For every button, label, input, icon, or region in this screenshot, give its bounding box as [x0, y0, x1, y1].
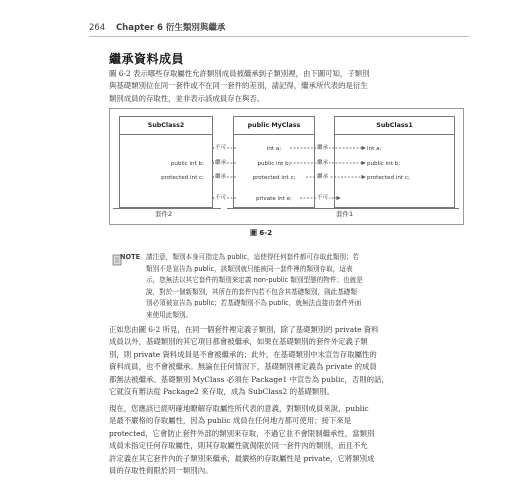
- intro-paragraph: [109, 68, 370, 105]
- box-item: protected int c;: [161, 175, 204, 181]
- paragraph-line: 許定義在其它套件內的子類別來繼承，最嚴格的存取屬性是 private，它將類別成: [109, 453, 375, 463]
- box-item: int a;: [367, 146, 382, 152]
- paragraph-line: 圖 6-2 表示哪些存取屬性允許類別成員被繼承到子類別裡，由下圖可知，子類別: [109, 69, 370, 78]
- note-line: 來使用此類別。: [146, 310, 193, 319]
- box-item: int a;: [266, 146, 282, 152]
- paragraph-line: protected，它會防止套件外部的類別來存取，不過它並不會限制繼承性，當類別: [109, 428, 375, 438]
- note-line: 示，您無法以其它套件的類別來定義 non-public 類別型態的物件；也就是: [146, 276, 363, 285]
- body-paragraph-2: [109, 403, 374, 477]
- paragraph-line: 都無法被繼承。基礎類別 MyClass 必須在 Package1 中宣告為 public，否則的話，: [109, 374, 389, 384]
- box-title: SubClass2: [120, 117, 212, 135]
- arrows-layer: [110, 109, 463, 224]
- paragraph-line: 資料成員，也不會被繼承。無論在任何情況下，基礎類別裡定義為 private 的成員: [109, 362, 377, 372]
- box-item: protected int c;: [367, 175, 410, 181]
- paragraph-line: 它就沒有辦法從 Package2 來存取，成為 SubClass2 的基礎類別。: [109, 387, 334, 397]
- paragraph-line: 現在，您應該已經明確地瞭解存取屬性所代表的意義，對類別成員來說，public: [109, 404, 369, 413]
- box-title: SubClass1: [335, 117, 454, 135]
- note-line: 類別不是宣告為 public，該類別就只能被同一套件裡的類別存取，這表: [146, 264, 353, 273]
- arrow-label: 繼承: [317, 174, 329, 180]
- arrow-label: 不可: [215, 195, 227, 201]
- note-block: [146, 252, 481, 322]
- arrow-label: 不可: [215, 145, 227, 151]
- header-rule: [89, 36, 469, 37]
- arrow-label: 繼承: [215, 160, 227, 166]
- paragraph-line: 員的存取性侷限於同一類別內。: [109, 466, 213, 476]
- package1-label: 套件1: [336, 210, 354, 218]
- box-item: public int b;: [367, 161, 401, 167]
- box-item: private int e;: [256, 196, 292, 202]
- paragraph-line: 類別成員的存取性，並非表示該成員存在與否。: [109, 93, 265, 103]
- paragraph-line: 是最不嚴格的存取屬性，因為 public 成員在任何地方都可使用；接下來是: [109, 416, 352, 426]
- paragraph-line: 正如您由圖 6-2 所見，在同一個套件裡定義子類別，除了基礎類別的 private 資料: [109, 325, 379, 334]
- note-line: 說，對於一個新類別，其所在的套件內若不包含其基礎類別，則此基礎類: [146, 287, 357, 296]
- page-header: [89, 21, 225, 33]
- note-line: 別必須被宣告為 public；若基礎類別不為 public，就無法直接由套件外面: [146, 299, 362, 308]
- arrow-label: 繼承: [317, 160, 329, 166]
- box-title: public MyClass: [234, 117, 314, 135]
- note-label: NOTE: [120, 253, 141, 261]
- box-item: public int b;: [170, 161, 204, 167]
- chapter-title: Chapter 6 衍生類別與繼承: [115, 23, 226, 33]
- package2-label: 套件2: [155, 210, 173, 218]
- body-paragraph-1: [109, 324, 389, 398]
- inheritance-figure: [109, 108, 464, 225]
- paragraph-line: 成員以外，基礎類別的其它項目都會被繼承，如果在基礎類別的套件外定義子類: [109, 337, 368, 347]
- figure-caption: 圖 6-2: [250, 229, 273, 237]
- paragraph-line: 別，則 private 資料成員是不會被繼承的；此外，在基礎類別中未宣告存取屬性的: [109, 349, 377, 359]
- paragraph-line: 與基礎類別位在同一套件或不在同一套件的差別，請記得，繼承所代表的是衍生: [109, 81, 368, 91]
- note-line: 請注意，類別本身可指定為 public，這使得任何套件都可存取此類別；若: [146, 253, 360, 261]
- box-item: protected int c;: [252, 175, 296, 181]
- page-number: 264: [89, 23, 106, 33]
- section-title: 繼承資料成員: [109, 52, 185, 66]
- box-item: public int b;: [257, 161, 291, 167]
- arrow-label: 不可: [317, 195, 329, 201]
- arrow-label: 繼承: [317, 145, 329, 151]
- arrow-label: 繼承: [215, 174, 227, 180]
- paragraph-line: 成員未指定任何存取屬性，則其存取屬性就侷限於同一套件內的類別，而且不允: [109, 441, 368, 451]
